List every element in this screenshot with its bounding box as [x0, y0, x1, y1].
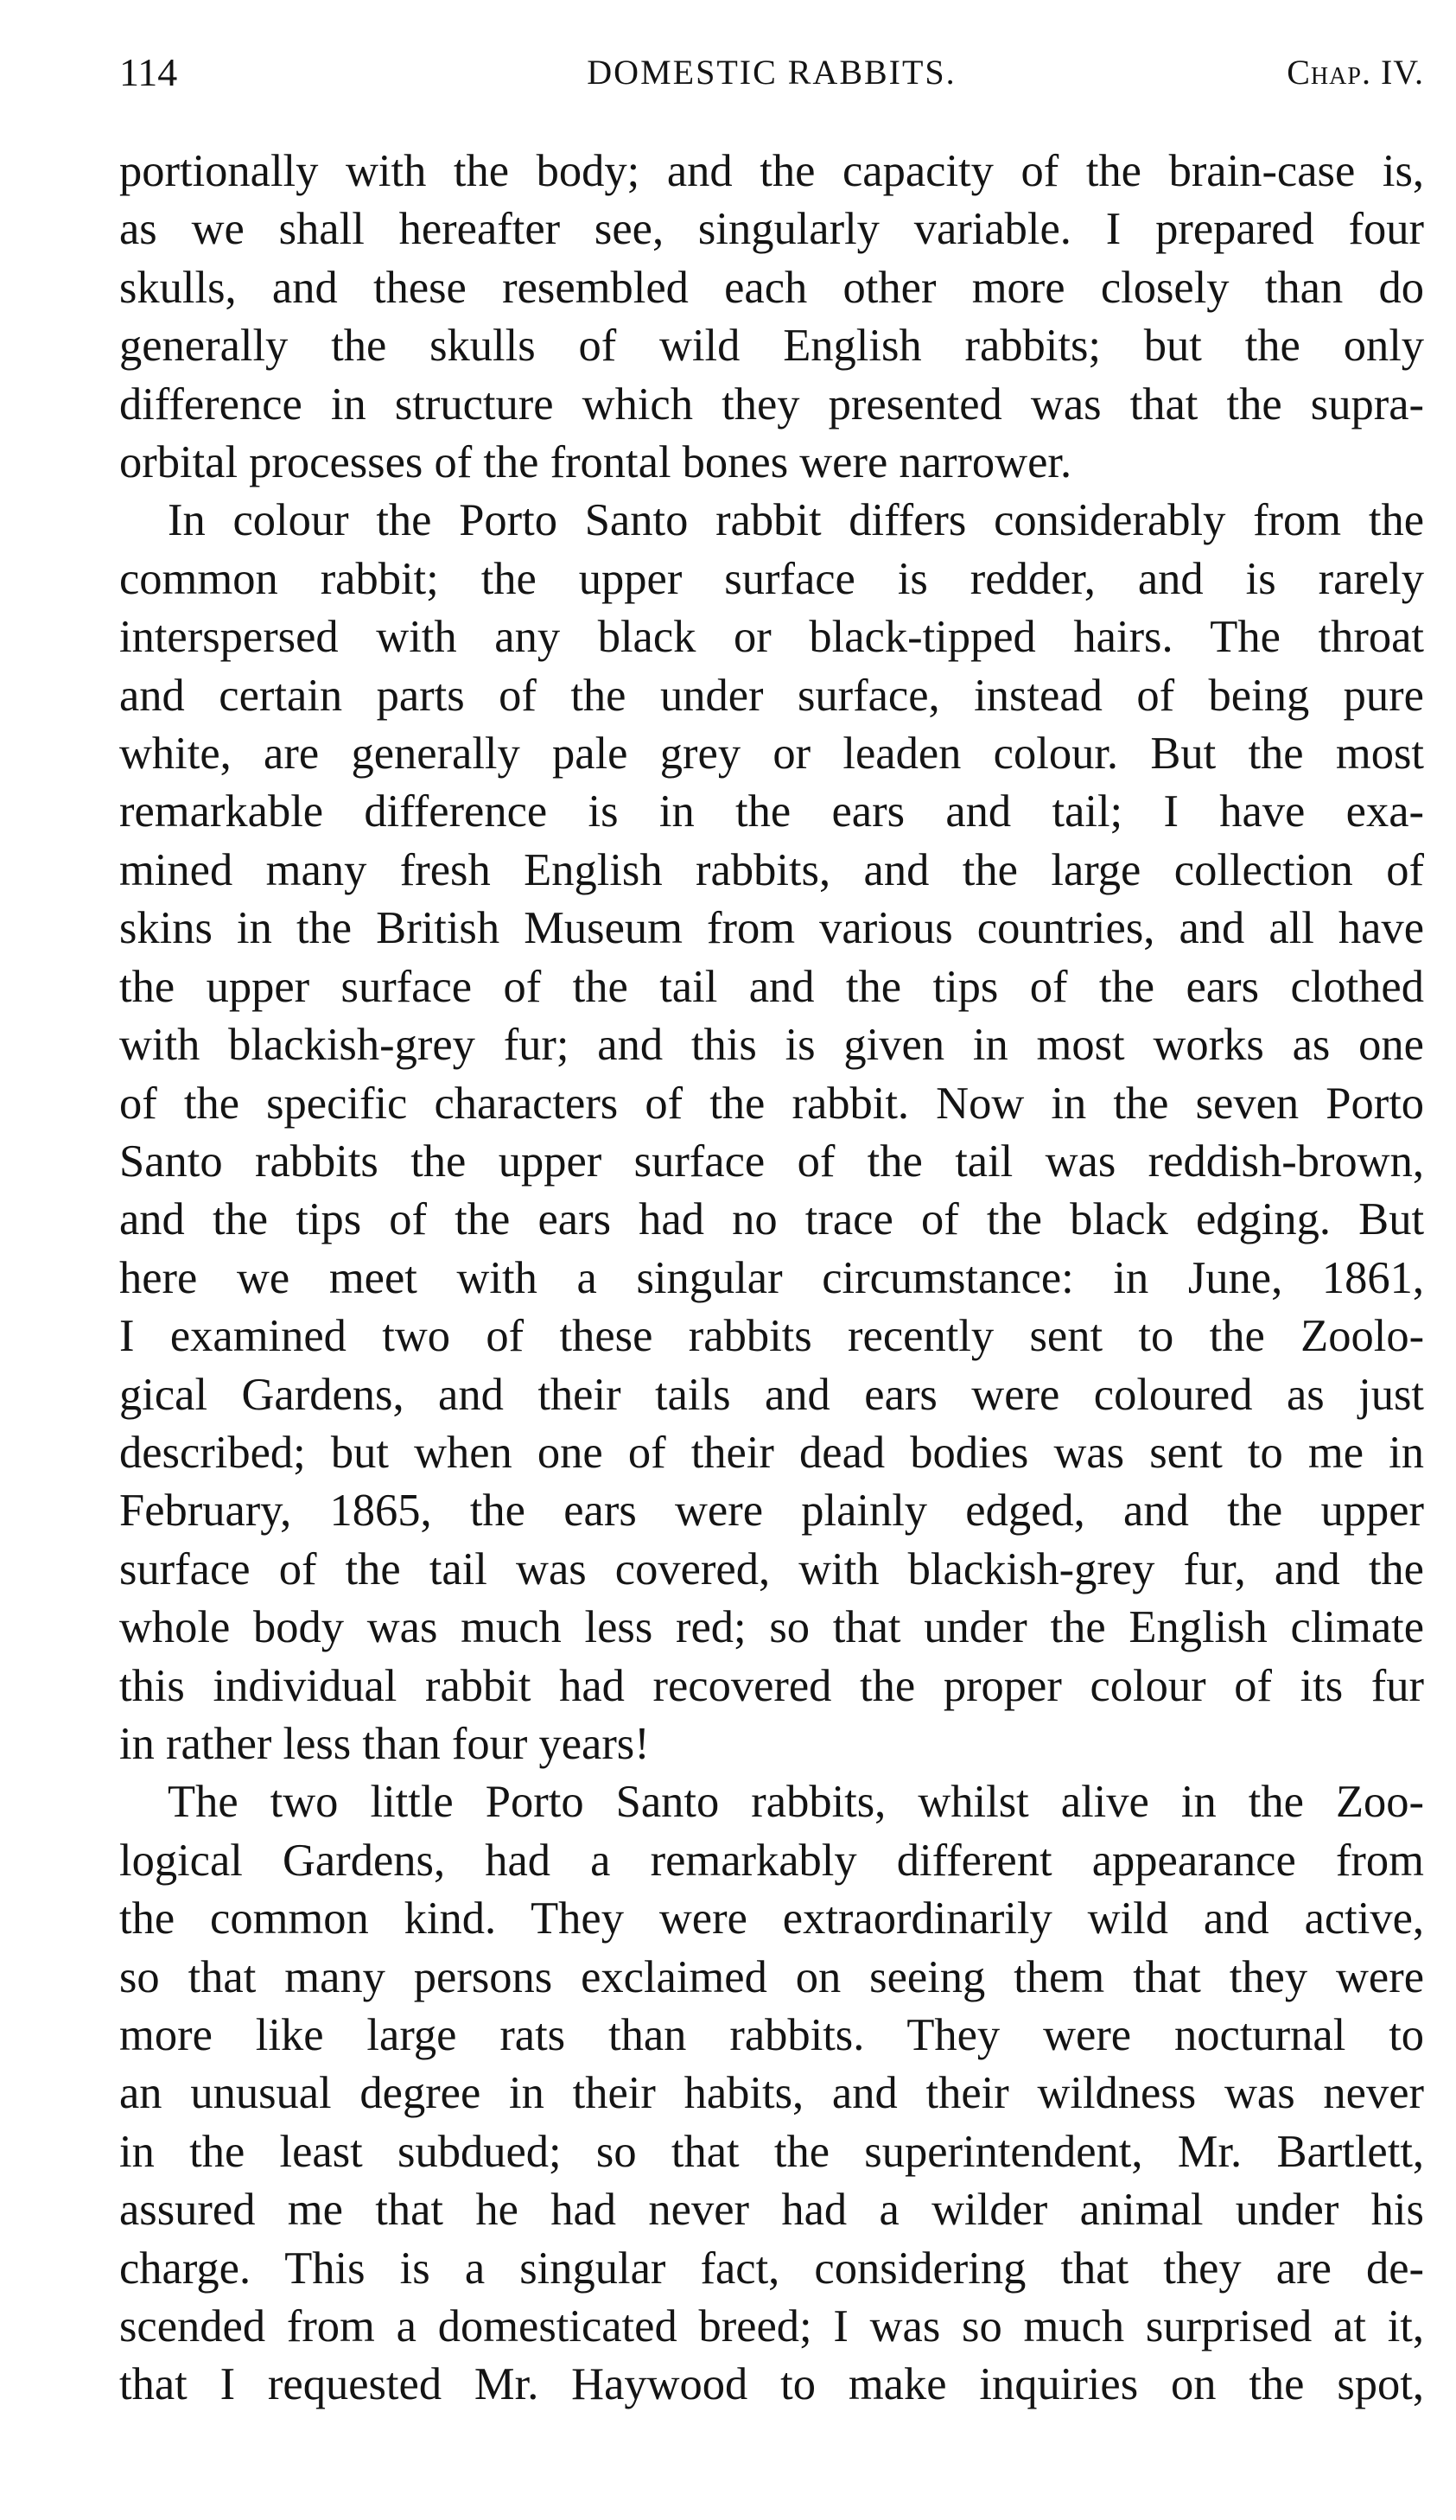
paragraph-3: [119, 1773, 1424, 2414]
paragraph-2: [119, 492, 1424, 1773]
text-line: as we shall hereafter see, singularly variable. I prepared four: [119, 204, 1425, 255]
text-line: in rather less than four years!: [119, 1718, 650, 1769]
text-line: with blackish-grey fur; and this is given in most works as one: [119, 1020, 1424, 1071]
page-number: 114: [119, 50, 178, 94]
text-line: the upper surface of the tail and the tips of the ears clothed: [119, 961, 1424, 1012]
text-line: scended from a domesticated breed; I was so much surprised at it,: [119, 2301, 1425, 2352]
text-line: charge. This is a singular fact, considering that they are de-: [119, 2243, 1425, 2294]
text-line: In colour the Porto Santo rabbit differs considerably from the: [168, 495, 1425, 546]
body-text: [119, 143, 1424, 2415]
text-line: mined many fresh English rabbits, and the large collection of: [119, 844, 1424, 895]
text-line: interspersed with any black or black-tipped hairs. The throat: [119, 612, 1425, 663]
text-line: surface of the tail was covered, with blackish-grey fur, and the: [119, 1543, 1424, 1594]
paragraph-1: [119, 143, 1424, 492]
text-line: skins in the British Museum from various countries, and all have: [119, 903, 1425, 954]
text-line: and the tips of the ears had no trace of the black edging. But: [119, 1194, 1425, 1245]
text-line: The two little Porto Santo rabbits, whilst alive in the Zoo-: [168, 1777, 1425, 1828]
text-line: skulls, and these resembled each other more closely than do: [119, 262, 1424, 313]
text-line: described; but when one of their dead bodies was sent to me in: [119, 1427, 1424, 1478]
text-line: the common kind. They were extraordinarily wild and active,: [119, 1893, 1425, 1944]
text-line: of the specific characters of the rabbit. Now in the seven Porto: [119, 1078, 1425, 1129]
text-line: common rabbit; the upper surface is redder, and is rarely: [119, 553, 1425, 604]
text-line: Santo rabbits the upper surface of the tail was reddish-brown,: [119, 1136, 1424, 1187]
chapter-label: Chap. IV.: [1287, 53, 1424, 92]
text-line: here we meet with a singular circumstance: in June, 1861,: [119, 1252, 1424, 1303]
text-line: an unusual degree in their habits, and their wildness was never: [119, 2068, 1424, 2119]
text-line: generally the skulls of wild English rabbits; but the only: [119, 321, 1425, 372]
text-line: remarkable difference is in the ears and tail; I have exa-: [119, 786, 1425, 837]
text-line: February, 1865, the ears were plainly edged, and the upper: [119, 1486, 1424, 1537]
text-line: portionally with the body; and the capacity of the brain-case is,: [119, 146, 1425, 196]
text-line: gical Gardens, and their tails and ears were coloured as just: [119, 1369, 1425, 1420]
text-line: orbital processes of the frontal bones were narrower.: [119, 437, 1072, 488]
text-line: in the least subdued; so that the superintendent, Mr. Bartlett,: [119, 2126, 1425, 2177]
text-line: this individual rabbit had recovered the proper colour of its fur: [119, 1660, 1425, 1711]
running-head: [119, 47, 1424, 99]
text-line: I examined two of these rabbits recently sent to the Zoolo-: [119, 1311, 1425, 1362]
text-line: assured me that he had never had a wilder animal under his: [119, 2185, 1424, 2236]
text-line: that I requested Mr. Haywood to make inquiries on the spot,: [119, 2359, 1424, 2410]
text-line: white, are generally pale grey or leaden colour. But the most: [119, 729, 1425, 780]
text-line: so that many persons exclaimed on seeing them that they were: [119, 1951, 1425, 2002]
text-line: more like large rats than rabbits. They were nocturnal to: [119, 2010, 1425, 2060]
running-title: DOMESTIC RABBITS.: [587, 53, 957, 92]
text-line: logical Gardens, had a remarkably different appearance from: [119, 1835, 1424, 1886]
text-line: and certain parts of the under surface, instead of being pure: [119, 670, 1424, 721]
text-line: difference in structure which they presented was that the supra-: [119, 379, 1424, 430]
text-line: whole body was much less red; so that under the English climate: [119, 1602, 1425, 1653]
